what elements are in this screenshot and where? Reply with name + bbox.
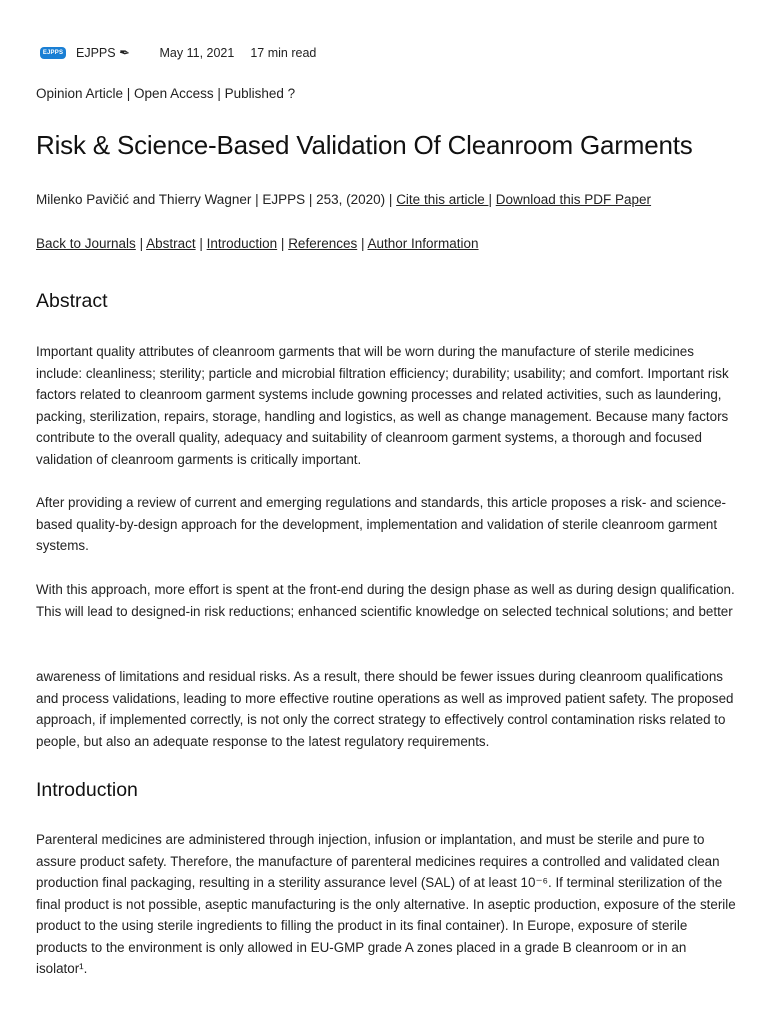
byline xyxy=(36,192,651,207)
back-to-journals-link[interactable]: Back to Journals xyxy=(36,236,136,251)
references-link[interactable]: References xyxy=(288,236,358,251)
download-pdf-link[interactable]: Download this PDF Paper xyxy=(495,192,652,207)
cite-article-link[interactable]: Cite this article xyxy=(396,192,489,207)
jump-links: Back to Journals | Abstract | Introduction | References | Author Information xyxy=(36,236,479,251)
introduction-link[interactable]: Introduction xyxy=(206,236,278,251)
abstract-paragraph-4: awareness of limitations and residual risks. As a result, there should be fewer issues during cleanroom qualifications and process validations, leading to more effective routine operations as well as improved patient safety. The proposed approach, if implemented correctly, is not only the correct strategy to effectively control contamination risks related to people, but also an adequate response to the latest regulatory requirements. xyxy=(36,669,734,749)
read-time: 17 min read xyxy=(250,46,317,60)
byline-text: Milenko Pavičić and Thierry Wagner | EJPPS | 253, (2020) | xyxy=(36,192,397,207)
abstract-heading: Abstract xyxy=(36,290,108,312)
article-meta xyxy=(36,44,316,62)
introduction-heading: Introduction xyxy=(36,779,138,801)
byline-separator: | xyxy=(488,192,496,207)
quill-icon: ✒ xyxy=(117,44,131,61)
author-link[interactable]: EJPPS xyxy=(76,46,116,60)
introduction-paragraph-1: Parenteral medicines are administered through injection, infusion or implantation, and must be sterile and pure to assure product safety. Therefore, the manufacture of parenteral medicines requires a controlled and validated clean production final packaging, resulting in a sterility assurance level (SAL) of at least 10⁻⁶. If terminal sterilization of the final product is not possible, aseptic manufacturing is the only alternative. In aseptic production, exposure of the sterile product to the using sterile ingredients to filling the product in its final container). In Europe, exposure of sterile products to the environment is only allowed in EU-GMP grade A zones placed in a grade B cleanroom or in an isolator¹. xyxy=(36,832,736,976)
author-information-link[interactable]: Author Information xyxy=(367,236,479,251)
abstract-paragraph-1: Important quality attributes of cleanroom garments that will be worn during the manufacture of sterile medicines include: cleanliness; sterility; particle and microbial filtration efficiency; durability; usability; and comfort. Important risk factors related to cleanroom garment systems include gowning processes and related activities, such as laundering, packing, sterilization, repairs, storage, handling and logistics, as well as change management. Because many factors contribute to the overall quality, adequacy and suitability of cleanroom garment systems, a thorough and focused validation of cleanroom garments is critically important. xyxy=(36,344,729,467)
abstract-paragraph-3: With this approach, more effort is spent at the front-end during the design phase as well as during design qualification. This will lead to designed-in risk reductions; enhanced scientific knowledge on selected technical solutions; and better xyxy=(36,582,735,619)
abstract-paragraph-2: After providing a review of current and emerging regulations and standards, this article proposes a risk- and science-based quality-by-design approach for the development, implementation and validation of sterile cleanroom garment systems. xyxy=(36,495,726,553)
abstract-link[interactable]: Abstract xyxy=(146,236,196,251)
publish-date: May 11, 2021 xyxy=(159,46,235,60)
article-kicker: Opinion Article | Open Access | Published ? xyxy=(36,86,296,101)
article-title: Risk & Science-Based Validation Of Cleanroom Garments xyxy=(36,130,693,160)
ejpps-logo: EJPPS xyxy=(40,47,66,59)
